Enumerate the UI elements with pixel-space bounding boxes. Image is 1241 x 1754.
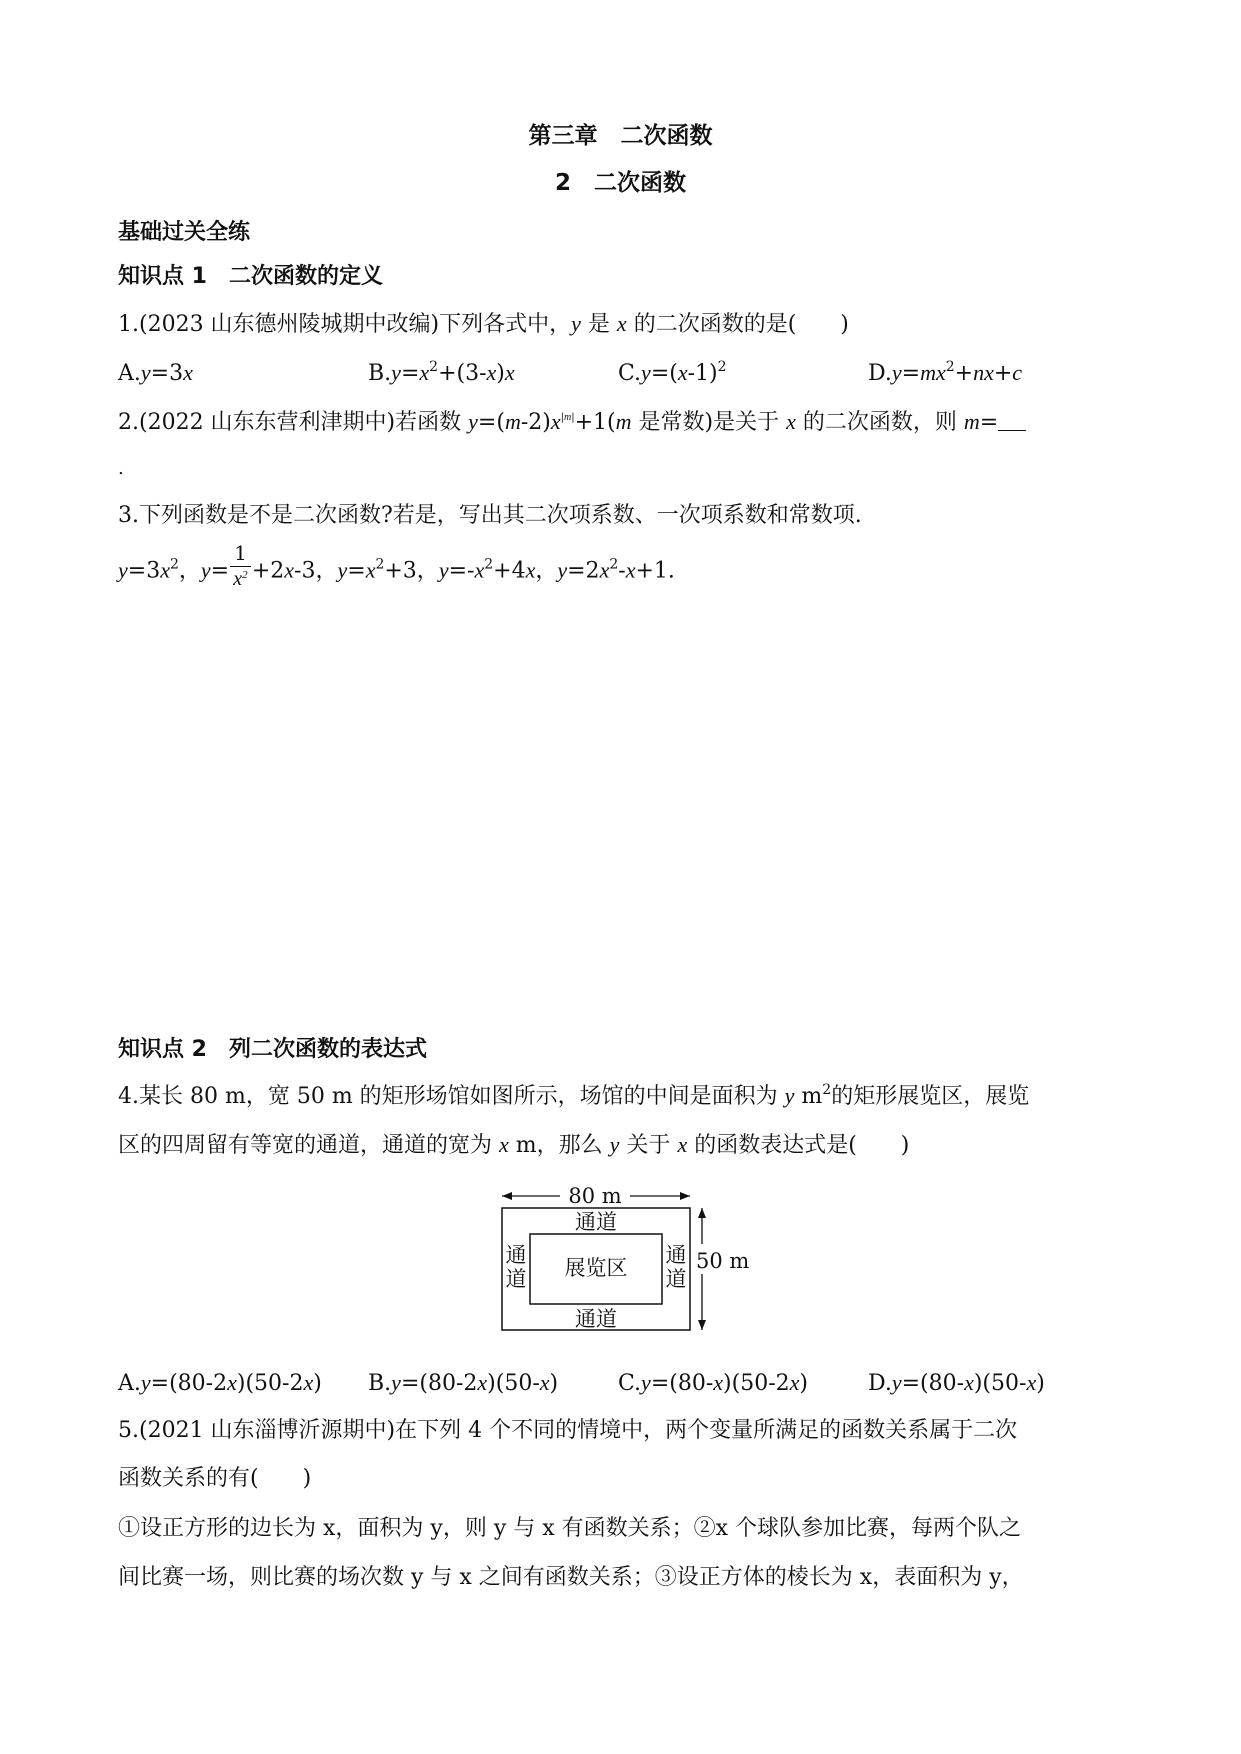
aisle-right-2: 道 (665, 1267, 687, 1291)
height-label: 50 m (696, 1249, 750, 1273)
venue-diagram (480, 1186, 760, 1342)
knowledge-point-1: 知识点 1 二次函数的定义 (118, 264, 383, 289)
chapter-title: 第三章 二次函数 (528, 123, 713, 149)
q1-option-c[interactable]: $C.y=(x-1)^2$ (618, 359, 727, 386)
width-label: 80 m (568, 1186, 622, 1208)
q4-option-d[interactable]: D.y=(80-x)(50-x) (868, 1370, 1045, 1396)
q1-option-b[interactable]: $B.y=x^2+(3-x)x$ (368, 359, 515, 386)
aisle-top: 通道 (575, 1210, 617, 1234)
q4-option-a[interactable]: A.y=(80-2x)(50-2x) (118, 1370, 322, 1396)
section-title: 2 二次函数 (554, 170, 686, 196)
question-4-line-1: 4.某长 80 m，宽 50 m 的矩形场馆如图所示，场馆的中间是面积为 y $m^2$的矩形展览区，展览 (118, 1082, 1030, 1109)
question-3-stem: 3.下列函数是不是二次函数?若是，写出其二次项系数、一次项系数和常数项. (118, 503, 862, 528)
exhibit-label: 展览区 (564, 1256, 628, 1280)
question-5-line-3: ①设正方形的边长为 x，面积为 y，则 y 与 x 有函数关系；②x 个球队参加比赛，每两个队之 (118, 1516, 1022, 1541)
aisle-right-1: 通 (665, 1243, 687, 1267)
question-5-line-4: 间比赛一场，则比赛的场次数 y 与 x 之间有函数关系；③设正方体的棱长为 x，表面积为 y， (118, 1565, 1024, 1590)
q2-continuation: . (118, 458, 124, 479)
q4-option-b[interactable]: B.y=(80-2x)(50-x) (368, 1370, 559, 1396)
q2-answer-blank[interactable] (998, 412, 1026, 431)
q1-option-d[interactable]: $D.y=mx^2+nx+c$ (868, 359, 1023, 386)
aisle-left-1: 通 (505, 1243, 527, 1267)
knowledge-point-2: 知识点 2 列二次函数的表达式 (118, 1037, 427, 1062)
q3-functions: $y=3x^2$，y= $\frac{1}{x^2}$ +2x-3，$y=x^2+3$，$y=-x^2+4x$，$y=2x^2-x+1$. (118, 541, 675, 590)
question-5-line-1: 5.(2021 山东淄博沂源期中)在下列 4 个不同的情境中，两个变量所满足的函数关系属于二次 (118, 1418, 1018, 1443)
question-5-line-2: 函数关系的有( ) (118, 1466, 312, 1491)
section-basic: 基础过关全练 (118, 220, 251, 245)
question-4-line-2: 区的四周留有等宽的通道，通道的宽为 x m，那么 y 关于 x 的函数表达式是( ) (118, 1132, 910, 1158)
q4-option-c[interactable]: C.y=(80-x)(50-2x) (618, 1370, 808, 1396)
question-1-stem: 1.(2023 山东德州陵城期中改编)下列各式中，y 是 x 的二次函数的是( ) (118, 311, 849, 337)
aisle-bottom: 通道 (575, 1307, 617, 1331)
question-2-stem: 2.(2022 山东东营利津期中)若函数 $y=(m-2)x^{|m|}+1(m$ 是常数)是关于 x 的二次函数，则 m= (118, 411, 1026, 434)
aisle-left-2: 道 (505, 1267, 527, 1291)
q1-option-a[interactable]: A.y=3x (118, 360, 193, 386)
